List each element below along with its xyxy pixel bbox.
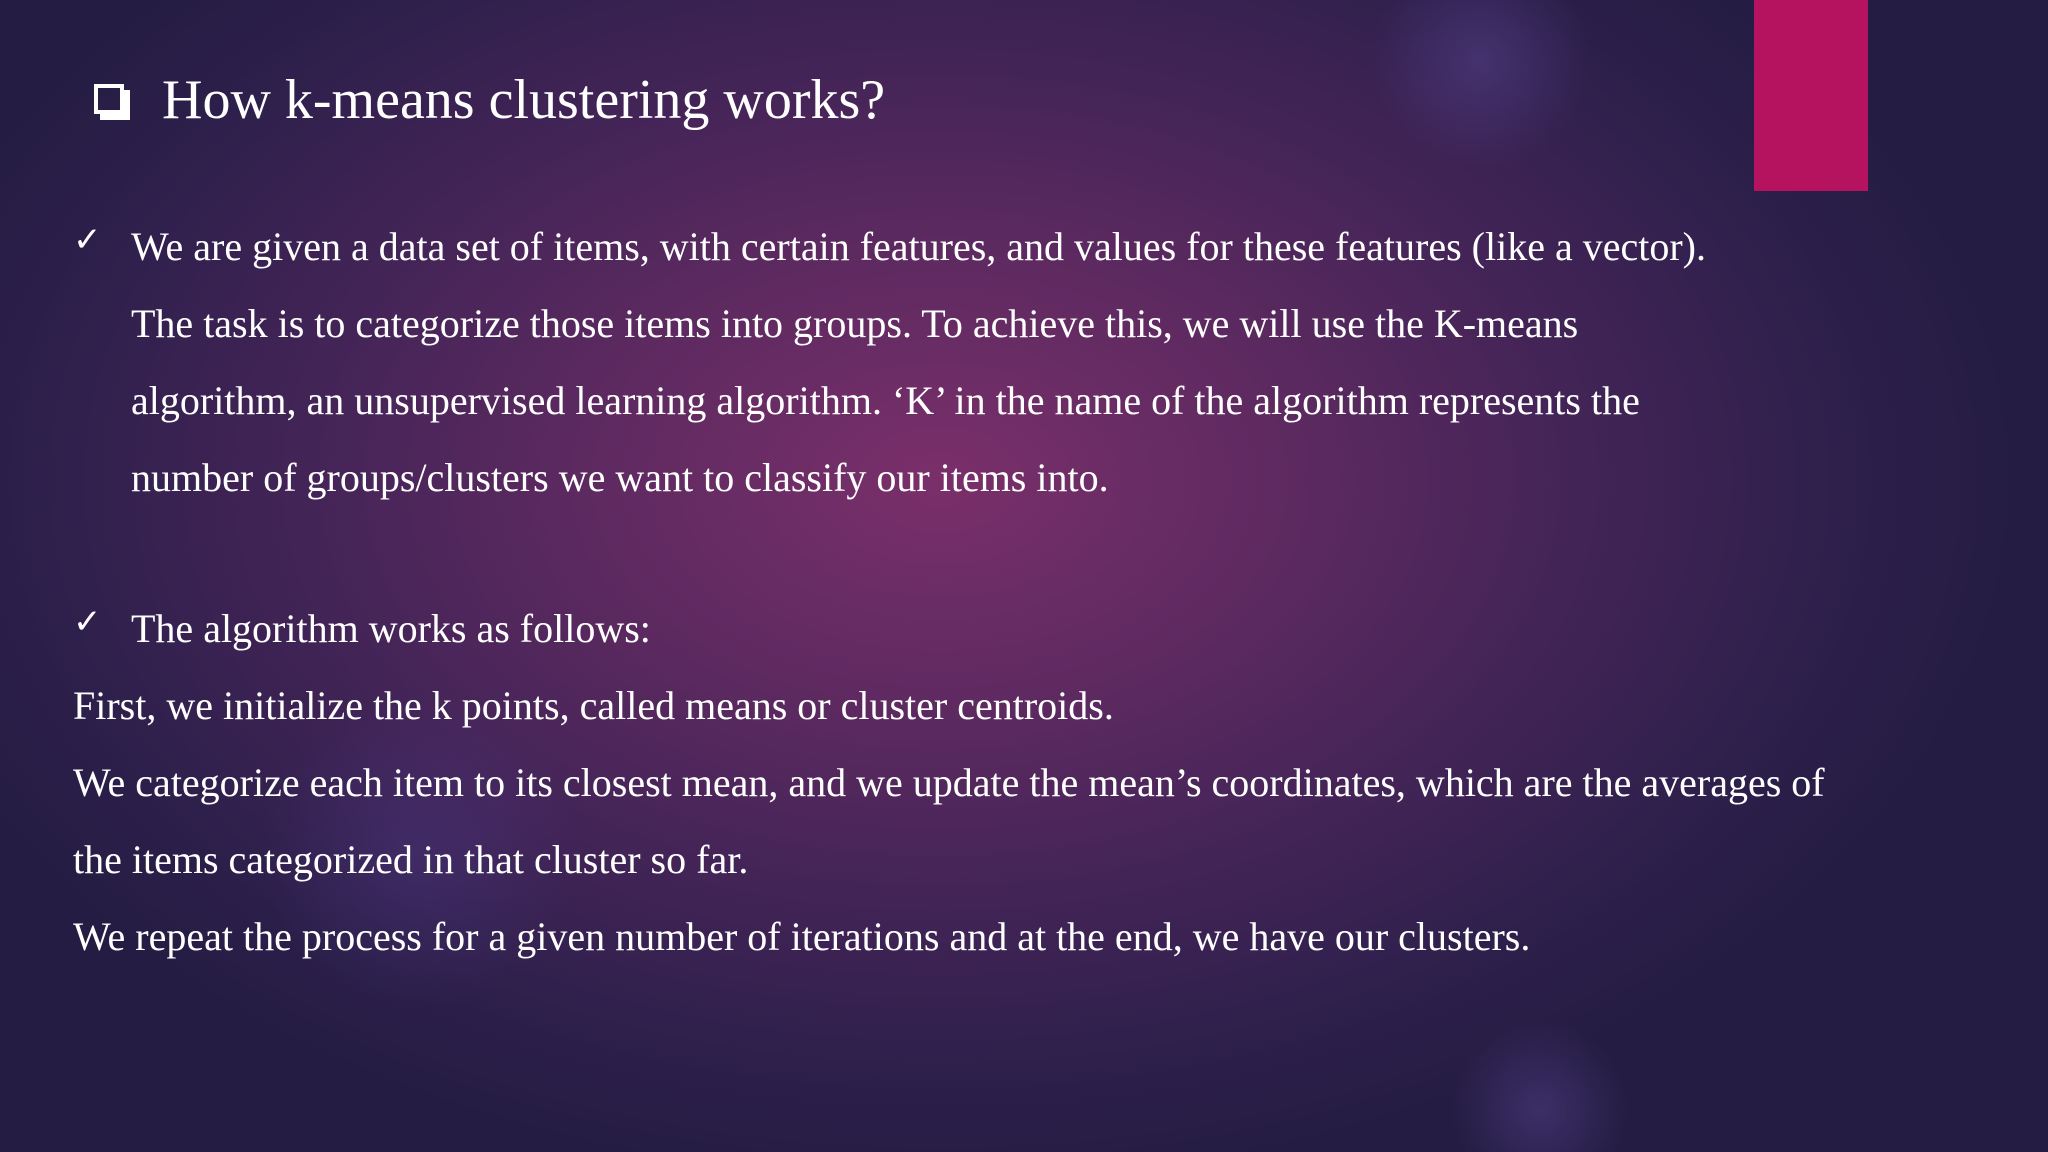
- checkbox-icon: [92, 78, 132, 122]
- checkmark-icon: ✓: [73, 220, 102, 260]
- paragraph-line: We categorize each item to its closest mean, and we update the mean’s coordinates, which are the averages of: [73, 760, 1825, 805]
- paragraph-line: First, we initialize the k points, called means or cluster centroids.: [73, 683, 1114, 728]
- slide-title: How k-means clustering works?: [162, 69, 886, 131]
- bullet-item: [73, 208, 1993, 516]
- bullet-line: number of groups/clusters we want to classify our items into.: [131, 455, 1109, 500]
- accent-bar: [1754, 0, 1868, 191]
- paragraph-line: the items categorized in that cluster so far.: [73, 837, 749, 882]
- bullet-line: We are given a data set of items, with certain features, and values for these features (like a vector).: [131, 224, 1706, 269]
- bullet-line: The task is to categorize those items into groups. To achieve this, we will use the K-means: [131, 301, 1579, 346]
- bullet-item: [73, 590, 1993, 667]
- title-row: [92, 58, 885, 142]
- bullet-line: The algorithm works as follows:: [131, 606, 651, 651]
- checkmark-icon: ✓: [73, 602, 102, 642]
- slide-body: [73, 208, 1993, 975]
- paragraph-line: We repeat the process for a given number of iterations and at the end, we have our clusters.: [73, 914, 1531, 959]
- bullet-line: algorithm, an unsupervised learning algorithm. ‘K’ in the name of the algorithm represents the: [131, 378, 1640, 423]
- spacer: [73, 516, 1993, 590]
